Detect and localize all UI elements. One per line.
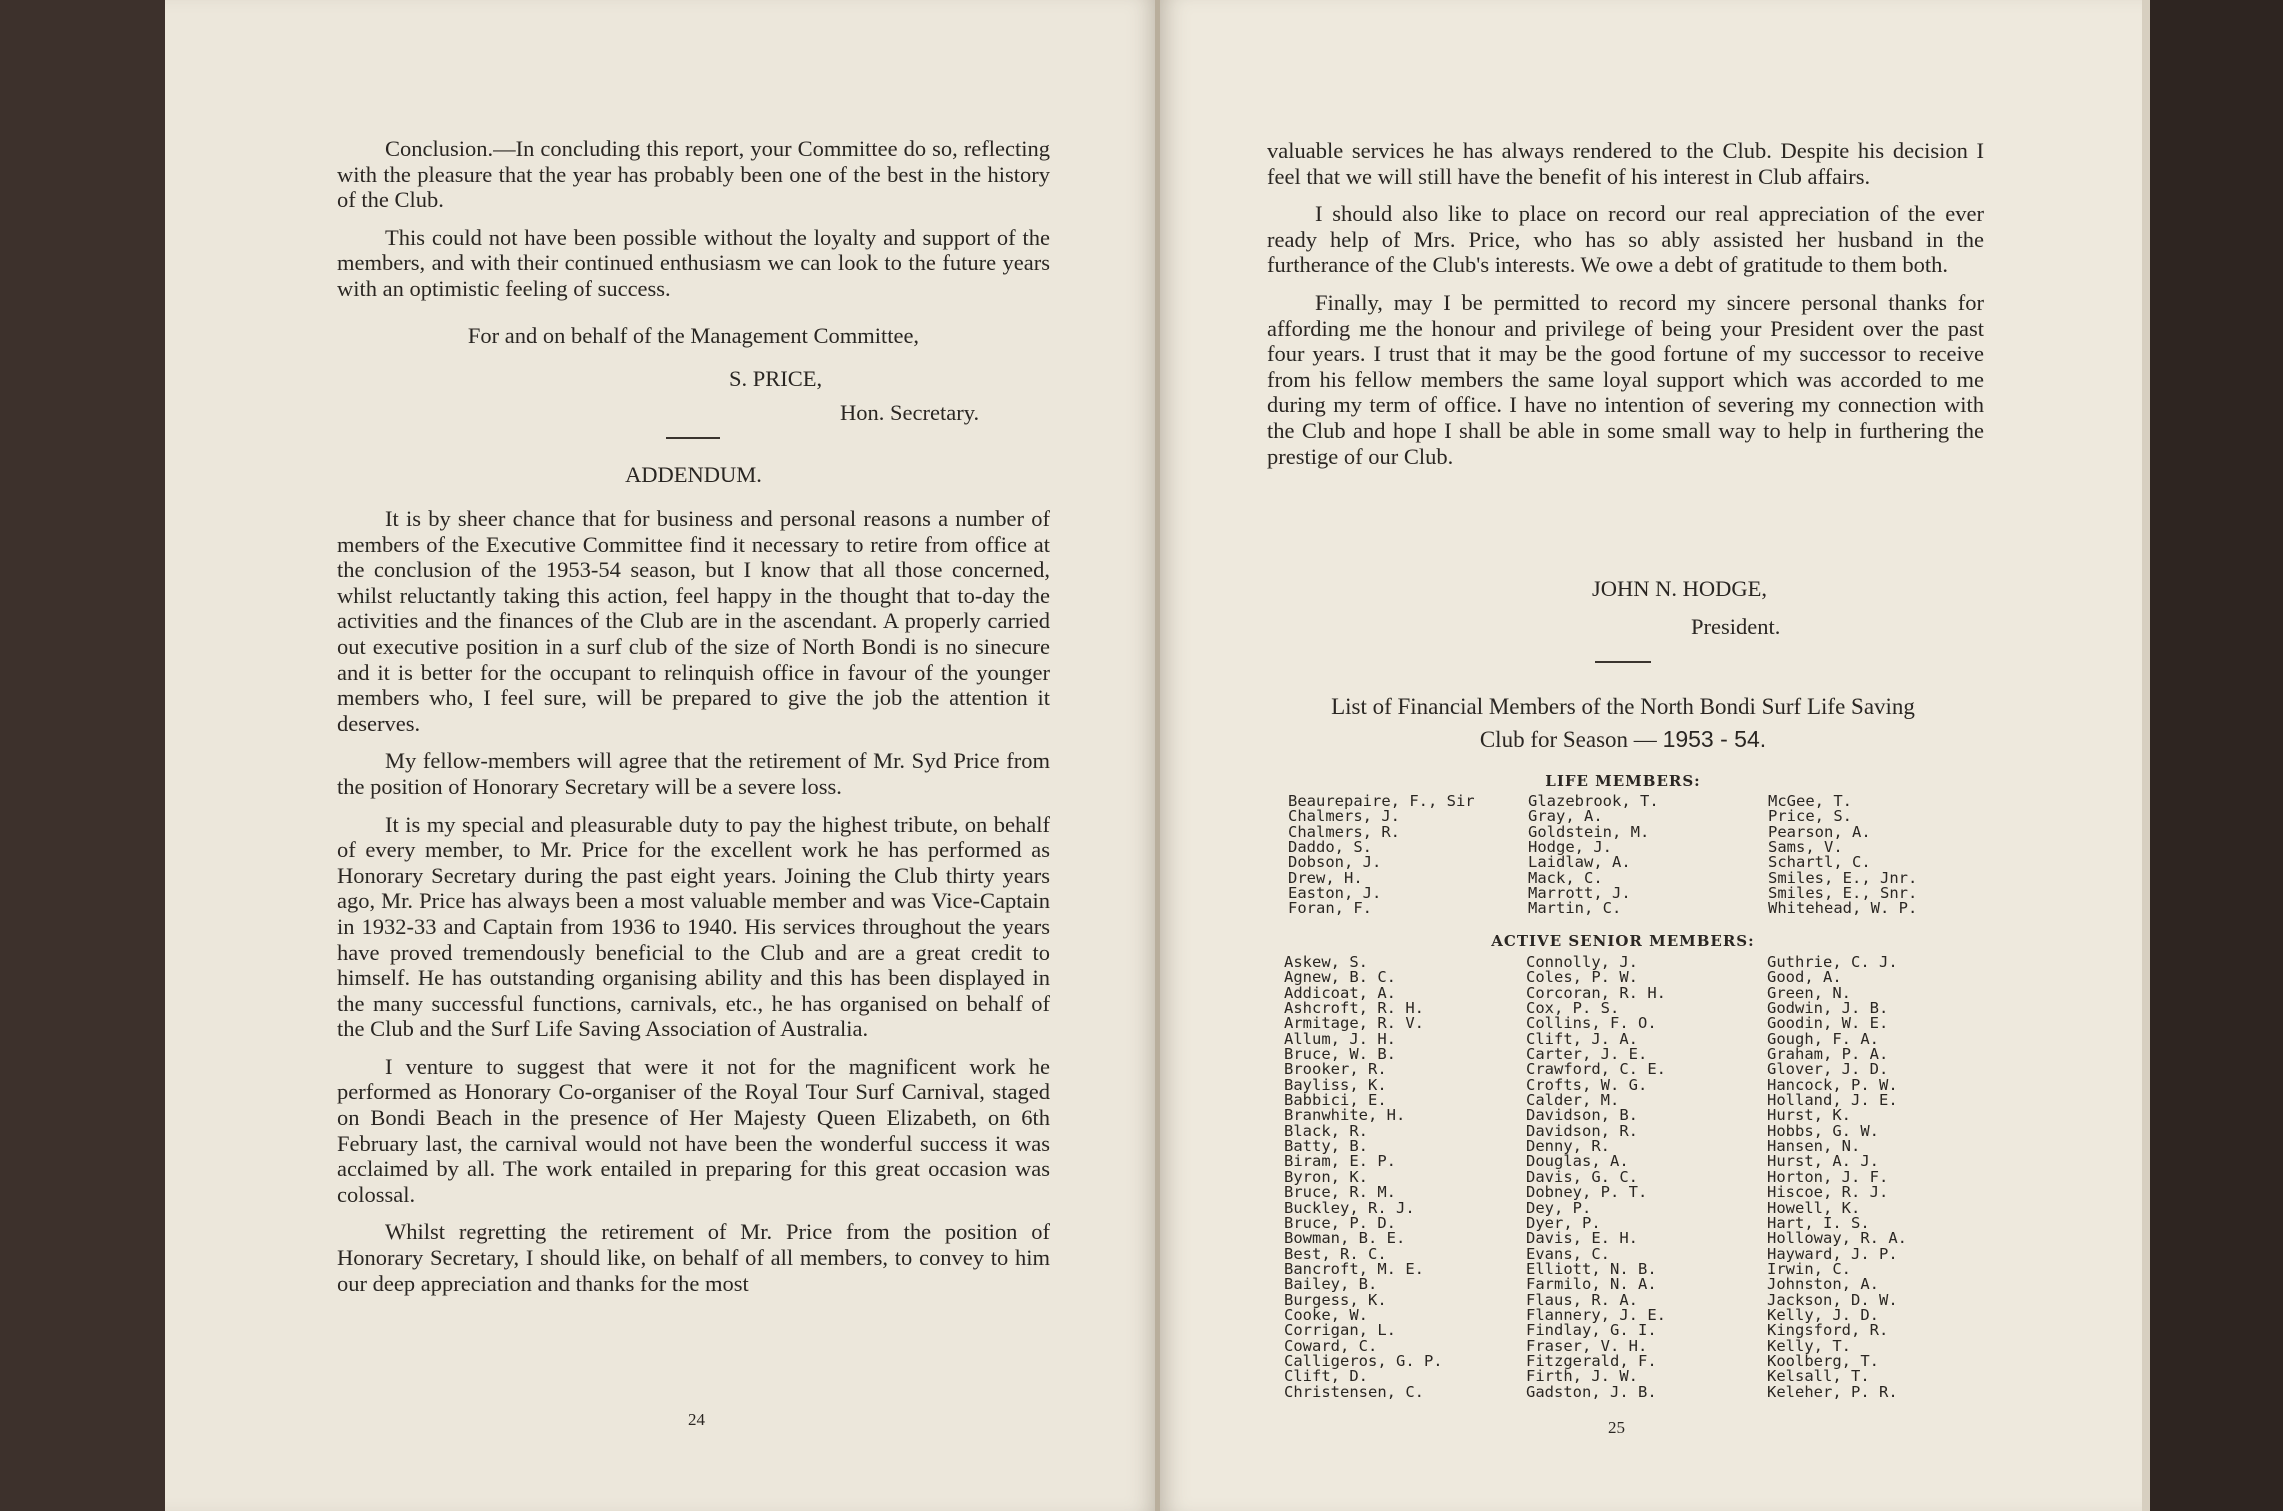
member-name: Graham, P. A. bbox=[1767, 1045, 1889, 1064]
member-name: Johnston, A. bbox=[1767, 1275, 1879, 1294]
member-name: Ashcroft, R. H. bbox=[1284, 999, 1424, 1018]
member-name: Calligeros, G. P. bbox=[1284, 1351, 1443, 1370]
member-name: Chalmers, J. bbox=[1288, 807, 1400, 826]
member-name: Kingsford, R. bbox=[1767, 1321, 1889, 1340]
member-name: Schartl, C. bbox=[1768, 853, 1871, 872]
member-name: Koolberg, T. bbox=[1767, 1351, 1879, 1370]
member-name: Crofts, W. G. bbox=[1526, 1075, 1648, 1094]
background-right bbox=[2147, 0, 2283, 1511]
member-name: Glover, J. D. bbox=[1767, 1060, 1889, 1079]
member-name: Corcoran, R. H. bbox=[1526, 983, 1666, 1002]
life-members-column-1 bbox=[1288, 794, 1475, 917]
member-name: Whitehead, W. P. bbox=[1768, 899, 1918, 918]
member-name: Foran, F. bbox=[1288, 899, 1372, 918]
member-name: Green, N. bbox=[1767, 983, 1851, 1002]
member-name: Christensen, C. bbox=[1284, 1382, 1424, 1401]
member-name: Hurst, A. J. bbox=[1767, 1152, 1879, 1171]
member-name: Gray, A. bbox=[1528, 807, 1603, 826]
loyalty-paragraph: This could not have been possible without the loyalty and support of the members, and with their continued enthusiasm we can look to the future years with an optimistic feeling of success. bbox=[337, 224, 1050, 301]
member-name: Burgess, K. bbox=[1284, 1290, 1387, 1309]
member-name: Chalmers, R. bbox=[1288, 822, 1400, 841]
member-name: Bayliss, K. bbox=[1284, 1075, 1387, 1094]
member-name: Branwhite, H. bbox=[1284, 1106, 1406, 1125]
member-name: Kelly, T. bbox=[1767, 1336, 1851, 1355]
right-divider bbox=[1595, 661, 1651, 663]
member-name: Black, R. bbox=[1284, 1121, 1368, 1140]
sheer-chance-paragraph: It is by sheer chance that for business and personal reasons a number of members of the Executive Committee find it necessary to retire from office at the conclusion of the 1953-54 season, but I know that all those concerned, whilst reluctantly taking this action, feel happy in the thought that to-day the activities and the finances of the Club are in the ascendant. A properly carried out executive position in a surf club of the size of North Bondi is no sinecure and it is better for the occupant to relinquish office in favour of the younger members who, I feel sure, will be prepared to give the job the attention it deserves. bbox=[337, 506, 1050, 736]
active-members-column-3 bbox=[1767, 955, 1907, 1400]
member-name: Bailey, B. bbox=[1284, 1275, 1378, 1294]
tribute-paragraph: It is my special and pleasurable duty to pay the highest tribute, on behalf of every member, to Mr. Price for the excellent work he has performed as Honorary Secretary during the past eight years. Joining the Club thirty years ago, Mr. Price has always been a most valuable member and was Vice-Captain in 1932-33 and Captain from 1936 to 1940. His services throughout the years have proved tremendously beneficial to the Club and are a great credit to himself. He has outstanding organising ability and this has been displayed in the many successful functions, carnivals, etc., he has organised on behalf of the Club and the Surf Life Saving Association of Australia. bbox=[337, 811, 1050, 1042]
member-name: Howell, K. bbox=[1767, 1198, 1861, 1217]
member-name: Hancock, P. W. bbox=[1767, 1075, 1898, 1094]
member-name: Allum, J. H. bbox=[1284, 1029, 1396, 1048]
life-members-heading: LIFE MEMBERS: bbox=[1545, 772, 1701, 790]
member-name: Brooker, R. bbox=[1284, 1060, 1387, 1079]
member-name: Denny, R. bbox=[1526, 1137, 1610, 1156]
finally-paragraph: Finally, may I be permitted to record my sincere personal thanks for affording me the honour and privilege of being your President over the past four years. I trust that it may be the good fortune of my successor to receive from his fellow members the same loyal support which was accorded to me during my term of office. I have no intention of severing my connection with the Club and hope I shall be able in some small way to help in furthering the prestige of our Club. bbox=[1267, 289, 1984, 469]
member-name: Bruce, W. B. bbox=[1284, 1045, 1396, 1064]
member-name: Goldstein, M. bbox=[1528, 822, 1650, 841]
left-divider bbox=[666, 437, 720, 439]
member-name: Hobbs, G. W. bbox=[1767, 1121, 1879, 1140]
member-name: Byron, K. bbox=[1284, 1167, 1368, 1186]
whilst-paragraph: Whilst regretting the retirement of Mr. Price from the position of Honorary Secretary, I should like, on behalf of all members, to convey to him our deep appreciation and thanks for the most bbox=[337, 1219, 1050, 1296]
member-name: Marrott, J. bbox=[1528, 884, 1631, 903]
member-name: Gough, F. A. bbox=[1767, 1029, 1879, 1048]
member-name: Hodge, J. bbox=[1528, 838, 1612, 857]
member-name: Fitzgerald, F. bbox=[1526, 1351, 1657, 1370]
member-name: Calder, M. bbox=[1526, 1091, 1620, 1110]
member-name: Collins, F. O. bbox=[1526, 1014, 1657, 1033]
member-name: Hansen, N. bbox=[1767, 1137, 1861, 1156]
member-name: Easton, J. bbox=[1288, 884, 1382, 903]
member-name: Connolly, J. bbox=[1526, 953, 1638, 971]
member-name: Kelly, J. D. bbox=[1767, 1305, 1879, 1324]
member-name: Guthrie, C. J. bbox=[1767, 953, 1898, 971]
member-name: Kelsall, T. bbox=[1767, 1367, 1870, 1386]
member-name: Jackson, D. W. bbox=[1767, 1290, 1898, 1309]
member-name: Babbici, E. bbox=[1284, 1091, 1387, 1110]
venture-paragraph: I venture to suggest that were it not for the magnificent work he performed as Honorary Co-organiser of the Royal Tour Surf Carnival, staged on Bondi Beach in the presence of Her Majesty Queen Elizabeth, on 6th February last, the carnival would not have been the wonderful success it was acclaimed by all. The work entailed in preparing for this great occasion was colossal. bbox=[337, 1053, 1050, 1207]
member-name: Beaurepaire, F., Sir bbox=[1288, 792, 1475, 810]
member-name: Hiscoe, R. J. bbox=[1767, 1183, 1889, 1202]
member-name: Carter, J. E. bbox=[1526, 1045, 1648, 1064]
life-members-column-3 bbox=[1768, 794, 1917, 917]
right-signatory-role: President. bbox=[1691, 614, 1781, 639]
member-name: Holland, J. E. bbox=[1767, 1091, 1898, 1110]
right-page-upper-text bbox=[1267, 138, 1984, 481]
member-name: Dey, P. bbox=[1526, 1198, 1592, 1217]
member-name: Hart, I. S. bbox=[1767, 1213, 1870, 1232]
conclusion-text: —In concluding this report, your Committee do so, reflecting with the pleasure that the year has probably been one of the best in the history of the Club. bbox=[337, 136, 1050, 213]
member-name: Fraser, V. H. bbox=[1526, 1336, 1648, 1355]
member-name: Goodin, W. E. bbox=[1767, 1014, 1889, 1033]
member-name: Elliott, N. B. bbox=[1526, 1259, 1657, 1278]
left-signatory-role: Hon. Secretary. bbox=[840, 400, 980, 425]
member-name: Dobson, J. bbox=[1288, 853, 1382, 872]
member-name: Agnew, B. C. bbox=[1284, 968, 1396, 987]
member-list-title bbox=[1262, 690, 1984, 756]
member-name: Best, R. C. bbox=[1284, 1244, 1387, 1263]
member-name: Irwin, C. bbox=[1767, 1259, 1851, 1278]
member-name: Buckley, R. J. bbox=[1284, 1198, 1415, 1217]
member-name: Bancroft, M. E. bbox=[1284, 1259, 1424, 1278]
member-name: Gadston, J. B. bbox=[1526, 1382, 1657, 1401]
member-name: Cooke, W. bbox=[1284, 1305, 1368, 1324]
active-members-column-2 bbox=[1526, 955, 1666, 1400]
left-page-lower-text bbox=[337, 506, 1050, 1308]
member-name: Corrigan, L. bbox=[1284, 1321, 1396, 1340]
member-name: Sams, V. bbox=[1768, 838, 1843, 857]
member-list-title-prefix: Club for Season — bbox=[1479, 727, 1657, 752]
left-page-upper-text bbox=[337, 136, 1050, 314]
background-left bbox=[0, 0, 165, 1511]
member-name: Coles, P. W. bbox=[1526, 968, 1638, 987]
fellow-members-paragraph: My fellow-members will agree that the retirement of Mr. Syd Price from the position of Honorary Secretary will be a severe loss. bbox=[337, 748, 1050, 799]
member-list-title-line1: List of Financial Members of the North Bondi Surf Life Saving bbox=[1331, 694, 1915, 719]
member-name: Evans, C. bbox=[1526, 1244, 1610, 1263]
member-name: Hayward, J. P. bbox=[1767, 1244, 1898, 1263]
member-name: Martin, C. bbox=[1528, 899, 1622, 918]
valuable-services-paragraph: valuable services he has always rendered to the Club. Despite his decision I feel that we will still have the benefit of his interest in Club affairs. bbox=[1267, 138, 1984, 189]
member-name: Horton, J. F. bbox=[1767, 1167, 1889, 1186]
member-name: Davis, E. H. bbox=[1526, 1229, 1638, 1248]
member-name: Flaus, R. A. bbox=[1526, 1290, 1638, 1309]
addendum-title: ADDENDUM. bbox=[625, 462, 762, 487]
member-name: Findlay, G. I. bbox=[1526, 1321, 1657, 1340]
member-name: Bruce, P. D. bbox=[1284, 1213, 1396, 1232]
conclusion-paragraph bbox=[337, 136, 1050, 213]
member-name: Crawford, C. E. bbox=[1526, 1060, 1666, 1079]
active-members-column-1 bbox=[1284, 955, 1443, 1400]
member-name: Addicoat, A. bbox=[1284, 983, 1396, 1002]
left-signatory: S. PRICE, bbox=[729, 366, 823, 391]
right-page-number: 25 bbox=[1608, 1418, 1625, 1437]
member-name: Firth, J. W. bbox=[1526, 1367, 1638, 1386]
conclusion-lead: Conclusion. bbox=[385, 136, 494, 161]
member-name: Price, S. bbox=[1768, 807, 1852, 826]
member-name: Dyer, P. bbox=[1526, 1213, 1601, 1232]
member-name: Daddo, S. bbox=[1288, 838, 1372, 857]
member-name: Davis, G. C. bbox=[1526, 1167, 1638, 1186]
member-name: Batty, B. bbox=[1284, 1137, 1368, 1156]
member-name: Flannery, J. E. bbox=[1526, 1305, 1666, 1324]
member-name: Pearson, A. bbox=[1768, 822, 1871, 841]
member-name: Coward, C. bbox=[1284, 1336, 1378, 1355]
member-name: Glazebrook, T. bbox=[1528, 792, 1659, 810]
member-name: Davidson, B. bbox=[1526, 1106, 1638, 1125]
member-name: Askew, S. bbox=[1284, 953, 1368, 971]
member-name: McGee, T. bbox=[1768, 792, 1852, 810]
member-name: Godwin, J. B. bbox=[1767, 999, 1889, 1018]
member-name: Hurst, K. bbox=[1767, 1106, 1851, 1125]
member-name: Douglas, A. bbox=[1526, 1152, 1629, 1171]
member-name: Keleher, P. R. bbox=[1767, 1382, 1898, 1401]
member-name: Farmilo, N. A. bbox=[1526, 1275, 1657, 1294]
active-members-heading: ACTIVE SENIOR MEMBERS: bbox=[1491, 932, 1755, 950]
member-name: Drew, H. bbox=[1288, 868, 1363, 887]
member-name: Davidson, R. bbox=[1526, 1121, 1638, 1140]
on-behalf-line: For and on behalf of the Management Committee, bbox=[467, 323, 920, 348]
member-name: Good, A. bbox=[1767, 968, 1842, 987]
member-name: Holloway, R. A. bbox=[1767, 1229, 1907, 1248]
member-name: Biram, E. P. bbox=[1284, 1152, 1396, 1171]
member-name: Smiles, E., Snr. bbox=[1768, 884, 1918, 903]
season-label: 1953 - 54. bbox=[1662, 726, 1767, 752]
member-name: Mack, C. bbox=[1528, 868, 1603, 887]
member-name: Laidlaw, A. bbox=[1528, 853, 1631, 872]
left-page-number: 24 bbox=[688, 1410, 705, 1429]
record-paragraph: I should also like to place on record our real appreciation of the ever ready help of Mrs. Price, who has so ably assisted her husband in the furtherance of the Club's interests. We owe a debt of gratitude to them both. bbox=[1267, 201, 1984, 278]
life-members-column-2 bbox=[1528, 794, 1659, 917]
member-name: Cox, P. S. bbox=[1526, 999, 1620, 1018]
right-signatory: JOHN N. HODGE, bbox=[1592, 576, 1767, 601]
member-name: Bruce, R. M. bbox=[1284, 1183, 1396, 1202]
member-list-title-line2 bbox=[1262, 723, 1984, 756]
page-edge bbox=[2142, 0, 2150, 1511]
member-name: Dobney, P. T. bbox=[1526, 1183, 1648, 1202]
member-name: Armitage, R. V. bbox=[1284, 1014, 1424, 1033]
member-name: Smiles, E., Jnr. bbox=[1768, 868, 1918, 887]
member-name: Clift, D. bbox=[1284, 1367, 1368, 1386]
member-name: Bowman, B. E. bbox=[1284, 1229, 1406, 1248]
member-name: Clift, J. A. bbox=[1526, 1029, 1638, 1048]
